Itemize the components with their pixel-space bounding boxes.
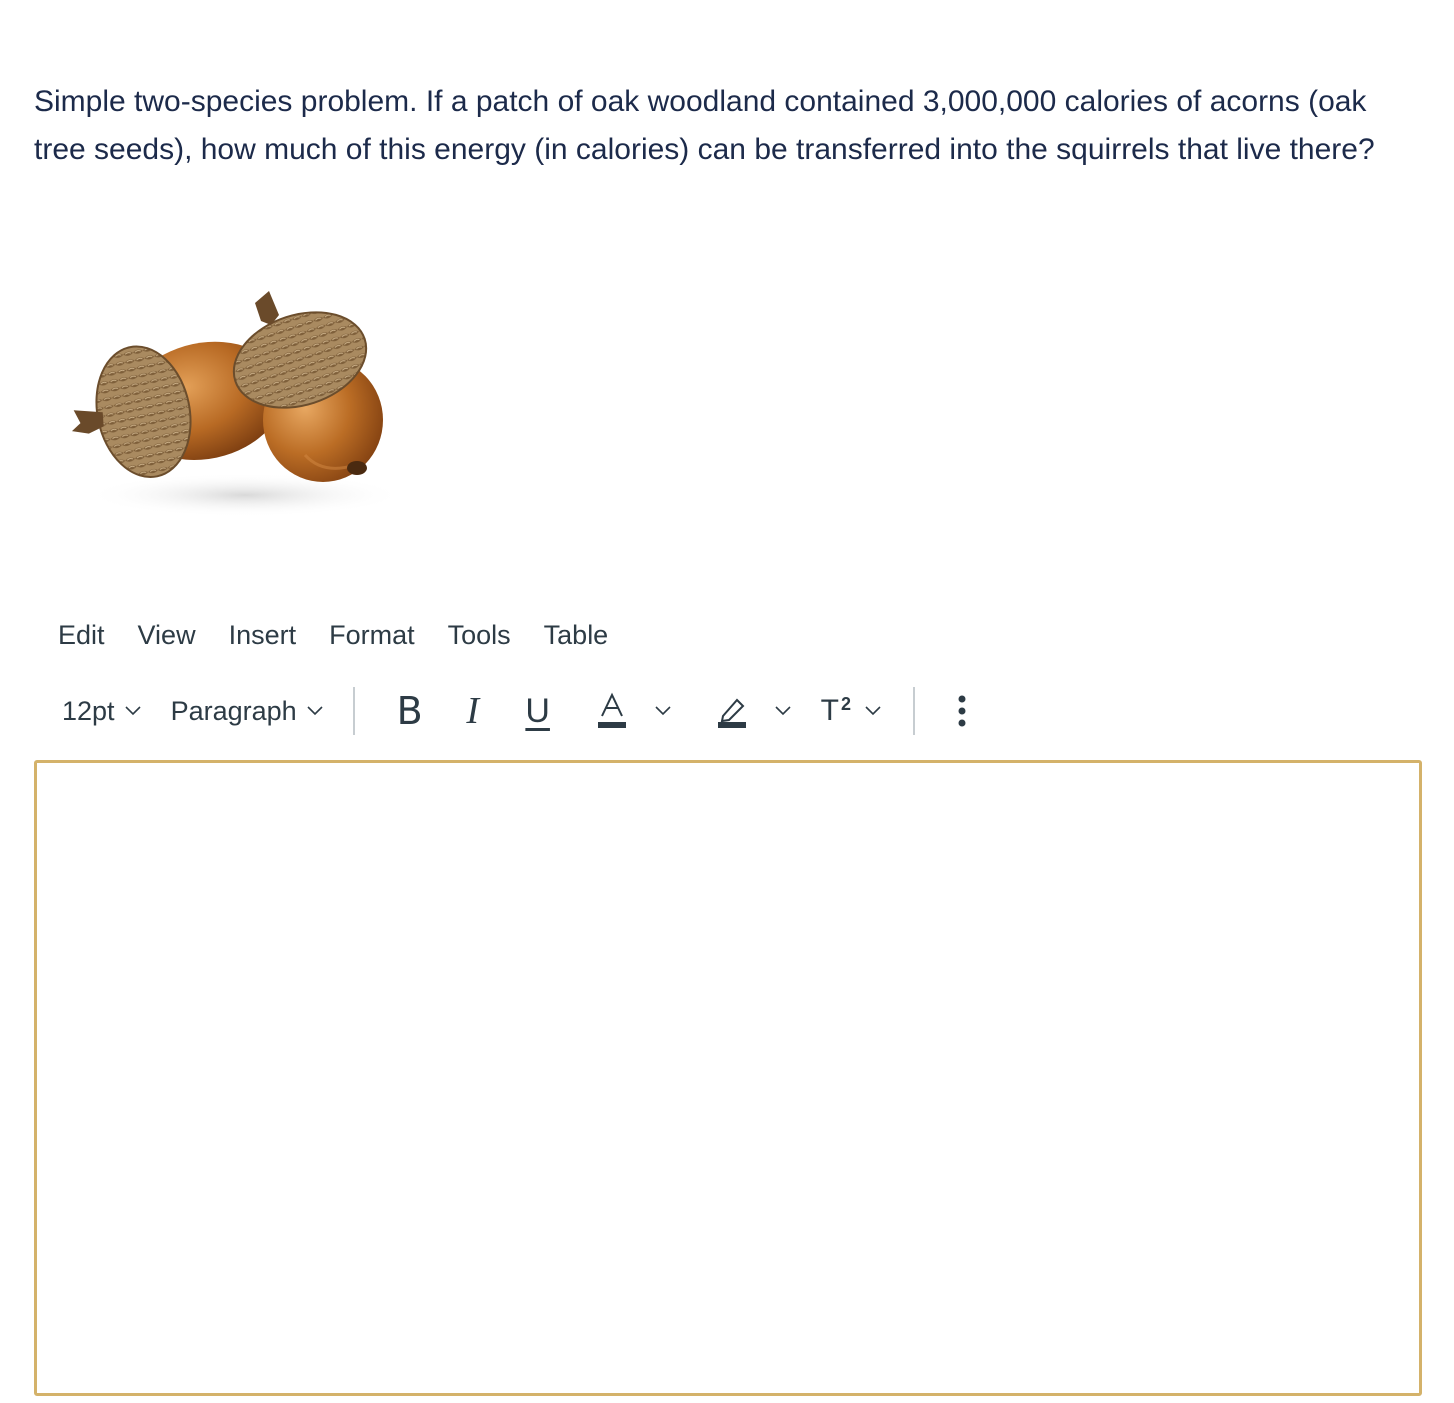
editor-menubar xyxy=(58,612,641,658)
chevron-down-icon xyxy=(865,706,881,716)
chevron-down-icon xyxy=(125,706,141,716)
question-text: Simple two-species problem. If a patch of oak woodland contained 3,000,000 calories of acorns (oak tree seeds), how much of this energy (in calories) can be transferred into the squirrels that live there? xyxy=(34,85,1375,166)
menu-tools[interactable]: Tools xyxy=(447,619,511,650)
text-color-button[interactable] xyxy=(597,692,671,730)
block-format-value: Paragraph xyxy=(170,695,297,726)
superscript-icon: T 2 xyxy=(820,694,851,727)
menu-insert[interactable]: Insert xyxy=(228,619,297,650)
underline-button[interactable]: U xyxy=(525,691,550,730)
editor-toolbar xyxy=(62,684,967,738)
text-color-icon xyxy=(597,692,627,730)
highlight-pen-icon xyxy=(717,692,747,730)
font-size-value: 12pt xyxy=(62,695,115,726)
acorn-image xyxy=(55,275,425,525)
italic-button[interactable]: I xyxy=(466,690,479,732)
highlight-button[interactable] xyxy=(717,692,791,730)
more-button[interactable] xyxy=(957,694,967,728)
font-size-dropdown[interactable] xyxy=(62,696,141,727)
right-acorn xyxy=(221,291,383,482)
more-vertical-icon xyxy=(957,694,967,728)
chevron-down-icon xyxy=(775,706,791,716)
chevron-down-icon xyxy=(307,706,323,716)
menu-table[interactable]: Table xyxy=(543,619,609,650)
menu-view[interactable]: View xyxy=(137,619,196,650)
menu-format[interactable]: Format xyxy=(329,619,415,650)
bold-button[interactable]: B xyxy=(396,689,423,733)
rich-text-editor-area[interactable] xyxy=(34,760,1422,1396)
block-format-dropdown[interactable] xyxy=(171,696,323,727)
toolbar-divider xyxy=(353,687,355,735)
menu-edit[interactable]: Edit xyxy=(58,619,105,650)
superscript-button[interactable] xyxy=(821,694,881,728)
chevron-down-icon xyxy=(655,706,671,716)
toolbar-divider xyxy=(913,687,915,735)
